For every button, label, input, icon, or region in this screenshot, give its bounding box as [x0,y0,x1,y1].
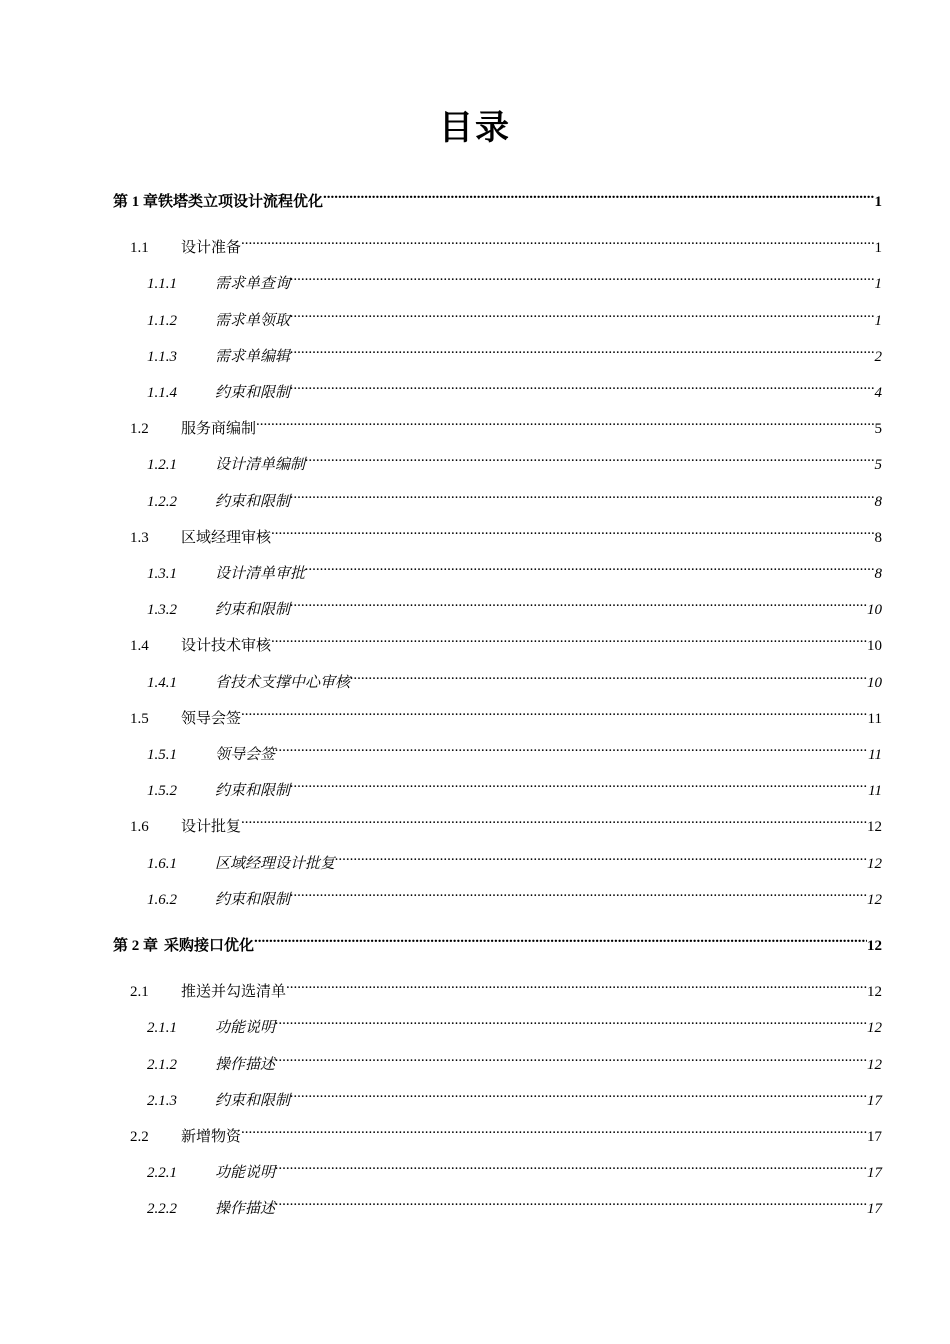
toc-entry-number: 1.2.2 [147,494,177,510]
dot-leader [290,339,874,361]
toc-entry-title: 约束和限制 [215,602,291,618]
toc-entry-title: 区域经理设计批复 [215,856,336,872]
toc-entry-title: 推送并勾选清单 [181,984,287,1000]
toc-entry-title: 约束和限制 [215,783,291,799]
toc-entry-number: 2.2.2 [147,1201,177,1217]
page-title: 目录 [439,108,511,148]
toc-entry-page-number: 10 [867,602,882,618]
toc-entry-title: 新增物资 [181,1129,242,1145]
toc-entry[interactable] [113,1010,882,1036]
toc-entry-number: 1.5 [130,711,149,727]
toc-entry-page-number: 1 [874,313,882,329]
dot-leader [290,592,867,614]
dot-leader [241,809,867,831]
toc-entry-page-number: 12 [867,984,882,1000]
toc-entry-number: 2.1 [130,984,149,1000]
toc-entry[interactable] [113,882,882,908]
dot-leader [305,556,874,578]
toc-entry-number: 2.1.2 [147,1057,177,1073]
toc-entry[interactable] [113,737,882,763]
toc-entry-number: 1.3 [130,530,149,546]
toc-entry-page-number: 4 [874,385,882,401]
toc-entry[interactable] [113,809,882,835]
dot-leader [290,375,874,397]
dot-leader [305,447,874,469]
toc-entry-number: 1.2 [130,421,149,437]
toc-entry-number: 1.1.3 [147,349,177,365]
dot-leader [335,846,867,868]
toc-entry-number: 1.4.1 [147,675,177,691]
toc-entry[interactable] [113,928,882,954]
toc-entry[interactable] [113,447,882,473]
toc-entry[interactable] [113,1155,882,1181]
toc-entry-number: 2.2 [130,1129,149,1145]
toc-entry[interactable] [113,846,882,872]
toc-entry-number: 1.4 [130,638,149,654]
toc-entry-number: 1.1.2 [147,313,177,329]
dot-leader [286,974,867,996]
dot-leader [290,266,874,288]
toc-entry-number: 1.6.1 [147,856,177,872]
toc-entry[interactable] [113,628,882,654]
toc-entry[interactable] [113,665,882,691]
toc-entry-page-number: 5 [874,421,882,437]
toc-entry-page-number: 8 [874,494,882,510]
toc-entry-number: 1.1.1 [147,276,177,292]
toc-entry-title: 领导会签 [181,711,242,727]
toc-entry-title: 设计清单审批 [215,566,306,582]
toc-entry[interactable] [113,520,882,546]
dot-leader [241,701,868,723]
toc-entry-title: 约束和限制 [215,892,291,908]
toc-entry[interactable] [113,592,882,618]
dot-leader [241,1119,867,1141]
toc-entry-page-number: 11 [867,711,882,727]
toc-entry-title: 设计清单编制 [215,457,306,473]
dot-leader [241,230,874,252]
toc-entry-page-number: 1 [874,194,882,210]
toc-entry-title: 需求单编辑 [215,349,291,365]
toc-entry-title: 功能说明 [215,1165,276,1181]
toc-entry-title: 领导会签 [215,747,276,763]
dot-leader [275,737,868,759]
toc-entry-number: 2.1.1 [147,1020,177,1036]
toc-entry-number: 2.1.3 [147,1093,177,1109]
toc-entry-page-number: 11 [868,747,882,763]
toc-entry-page-number: 12 [867,892,882,908]
toc-entry-number: 1.5.1 [147,747,177,763]
toc-entry-page-number: 17 [867,1201,882,1217]
dot-leader [275,1010,867,1032]
toc-entry-page-number: 12 [867,1020,882,1036]
toc-entry[interactable] [113,375,882,401]
toc-entry-page-number: 2 [874,349,882,365]
toc-entry-page-number: 8 [874,530,882,546]
toc-entry-title: 操作描述 [215,1057,276,1073]
toc-entry-title: 需求单查询 [215,276,291,292]
toc-entry[interactable] [113,1119,882,1145]
toc-entry-title: 设计技术审核 [181,638,272,654]
toc-entry-title: 约束和限制 [215,494,291,510]
toc-entry[interactable] [113,303,882,329]
dot-leader [290,1083,867,1105]
toc-entry-title: 服务商编制 [181,421,257,437]
toc-entry-number: 1.3.1 [147,566,177,582]
dot-leader [290,484,874,506]
toc-entry-page-number: 10 [867,675,882,691]
toc-entry-number: 1.1 [130,240,149,256]
toc-entry-title: 区域经理审核 [181,530,272,546]
toc-entry[interactable] [113,484,882,510]
toc-entry-title: 铁塔类立项设计流程优化 [158,194,324,210]
dot-leader [271,628,867,650]
toc-entry[interactable] [113,411,882,437]
dot-leader [323,184,874,206]
toc-entry-title: 采购接口优化 [164,938,255,954]
toc-entry-page-number: 12 [867,819,882,835]
toc-entry-number: 1.6 [130,819,149,835]
toc-entry-title: 约束和限制 [215,1093,291,1109]
dot-leader [290,773,868,795]
dot-leader [256,411,874,433]
toc-entry-page-number: 11 [868,783,882,799]
dot-leader [275,1191,867,1213]
toc-entry-page-number: 12 [867,1057,882,1073]
toc-entry-page-number: 8 [874,566,882,582]
toc-entry[interactable] [113,1047,882,1073]
toc-entry[interactable] [113,184,882,210]
toc-entry-title: 设计准备 [181,240,242,256]
toc-entry-number: 1.6.2 [147,892,177,908]
dot-leader [271,520,874,542]
toc-entry-title: 约束和限制 [215,385,291,401]
dot-leader [275,1155,867,1177]
toc-entry-page-number: 5 [874,457,882,473]
dot-leader [290,303,874,325]
dot-leader [275,1047,867,1069]
toc-entry-number: 1.2.1 [147,457,177,473]
dot-leader [254,928,867,950]
toc-entry[interactable] [113,266,882,292]
toc-entry-number: 2.2.1 [147,1165,177,1181]
toc-entry-number: 1.1.4 [147,385,177,401]
toc-entry[interactable] [113,701,882,727]
toc-entry-title: 需求单领取 [215,313,291,329]
toc-entry-page-number: 1 [874,276,882,292]
toc-entry-page-number: 17 [867,1093,882,1109]
toc-entry-title: 功能说明 [215,1020,276,1036]
toc-entry[interactable] [113,339,882,365]
toc-entry-title: 操作描述 [215,1201,276,1217]
toc-entry-page-number: 17 [867,1165,882,1181]
toc-entry[interactable] [113,230,882,256]
toc-entry-number: 1.5.2 [147,783,177,799]
toc-entry[interactable] [113,1083,882,1109]
toc-entry-page-number: 17 [867,1129,882,1145]
toc-entry-title: 省技术支撑中心审核 [215,675,351,691]
toc-entry-number: 1.3.2 [147,602,177,618]
toc-entry-number: 第 2 章 [113,938,159,954]
toc-entry[interactable] [113,974,882,1000]
toc-entry-page-number: 10 [867,638,882,654]
toc-entry-page-number: 1 [874,240,882,256]
toc-entry[interactable] [113,556,882,582]
toc-entry-page-number: 12 [867,938,882,954]
toc-entry-title: 设计批复 [181,819,242,835]
dot-leader [350,665,867,687]
toc-entry-number: 第 1 章 [113,194,159,210]
toc-entry[interactable] [113,773,882,799]
toc-entry-page-number: 12 [867,856,882,872]
dot-leader [290,882,867,904]
toc-entry[interactable] [113,1191,882,1217]
